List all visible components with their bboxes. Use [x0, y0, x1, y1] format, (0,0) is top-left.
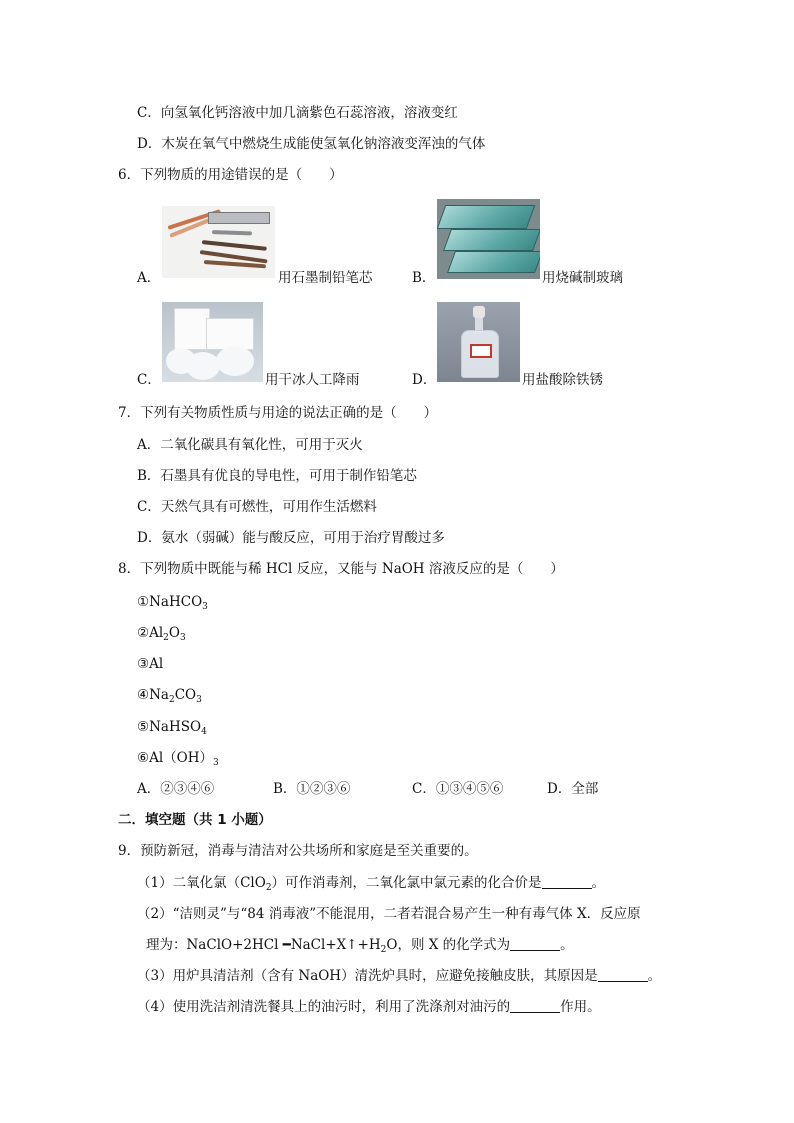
- q8-item-1: ①NaHCO$_3$: [137, 594, 208, 612]
- q9-part-3: （3）用炉具清洁剂（含有 NaOH）清洗炉具时，应避免接触皮肤，其原因是 。: [137, 968, 662, 984]
- answer-blank-2[interactable]: [510, 936, 560, 951]
- q7-stem: 7．下列有关物质性质与用途的说法正确的是（ ）: [118, 405, 438, 421]
- q5-option-c: C．向氢氧化钙溶液中加几滴紫色石蕊溶液，溶液变红: [137, 105, 458, 121]
- glass-panes-image: [437, 199, 540, 279]
- q7-option-a: A．二氧化碳具有氧化性，可用于灭火: [137, 437, 363, 453]
- answer-blank-3[interactable]: [598, 967, 648, 982]
- q8-item-2: $②Al_2O_3$: [137, 625, 186, 643]
- q8-choice-d: D．全部: [547, 781, 599, 797]
- q6-option-a-label: A．: [137, 270, 161, 286]
- q9-part-2-line2: 理为：NaClO+2HCl $━NaCl+X↑+H_2O$，则 X 的化学式为 。: [146, 937, 574, 955]
- q8-choice-c: C．①③④⑤⑥: [412, 781, 504, 797]
- reagent-bottle-image: [437, 302, 520, 382]
- q9-part-2-line1: （2）“洁则灵”与“84 消毒液”不能混用，二者若混合易产生一种有毒气体 X．反应原: [137, 906, 641, 922]
- q6-option-c-label: C．: [137, 372, 161, 388]
- q8-choice-a: A．②③④⑥: [137, 781, 215, 797]
- q9-part-1: （1）二氧化氯（ClO$_2$）可作消毒剂，二氧化氯中氯元素的化合价是 。: [137, 875, 606, 893]
- pencils-image: [162, 206, 275, 278]
- q7-option-d: D．氨水（弱碱）能与酸反应，可用于治疗胃酸过多: [137, 530, 445, 546]
- q6-option-d-text: 用盐酸除铁锈: [522, 372, 603, 388]
- q7-option-b: B．石墨具有优良的导电性，可用于制作铅笔芯: [137, 468, 417, 484]
- q9-part-4: （4）使用洗洁剂清洗餐具上的油污时，利用了洗涤剂对油污的 作用。: [137, 999, 601, 1015]
- q9-stem: 9．预防新冠，消毒与清洁对公共场所和家庭是至关重要的。: [118, 843, 478, 859]
- q6-option-b-label: B．: [412, 270, 436, 286]
- answer-blank-1[interactable]: [542, 874, 592, 889]
- dry-ice-image: [162, 302, 263, 382]
- section-heading: 二．填空题（共 1 小题）: [118, 812, 272, 828]
- q6-option-d-label: D．: [412, 372, 437, 388]
- answer-blank-4[interactable]: [510, 998, 560, 1013]
- q8-stem: 8．下列物质中既能与稀 HCl 反应，又能与 NaOH 溶液反应的是（ ）: [118, 561, 564, 577]
- q8-item-6: $⑥Al(OH)_3$: [137, 750, 219, 768]
- q8-item-5: ⑤NaHSO$_4$: [137, 719, 207, 737]
- q7-option-c: C．天然气具有可燃性，可用作生活燃料: [137, 499, 377, 515]
- q6-option-b-text: 用烧碱制玻璃: [542, 270, 623, 286]
- q5-option-d: D．木炭在氧气中燃烧生成能使氢氧化钠溶液变浑浊的气体: [137, 136, 486, 152]
- q6-stem: 6．下列物质的用途错误的是（ ）: [118, 167, 343, 183]
- q6-option-c-text: 用干冰人工降雨: [265, 372, 360, 388]
- q8-item-4: $④Na_2CO_3$: [137, 687, 202, 705]
- q8-item-3: ③Al: [137, 656, 164, 672]
- q6-option-a-text: 用石墨制铅笔芯: [278, 270, 373, 286]
- q8-choice-b: B．①②③⑥: [273, 781, 351, 797]
